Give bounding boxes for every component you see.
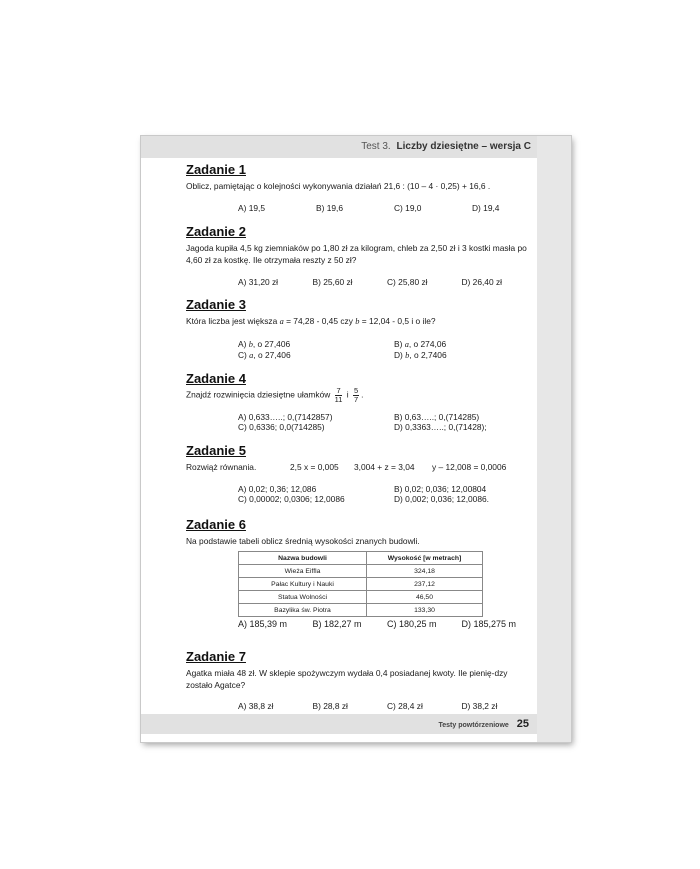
page-number: 25 bbox=[516, 718, 529, 730]
page-header bbox=[141, 136, 537, 158]
table-cell: Statua Wolności bbox=[239, 591, 367, 604]
answer-options bbox=[238, 412, 536, 432]
task-title: Zadanie 7 bbox=[186, 649, 246, 664]
answer-d: D) 0,002; 0,036; 12,0086. bbox=[394, 494, 489, 504]
task-5 bbox=[186, 443, 536, 504]
answer-a: A) b, o 27,406 bbox=[238, 339, 291, 349]
task-title: Zadanie 6 bbox=[186, 517, 246, 532]
answer-d: D) b, o 2,7406 bbox=[394, 350, 447, 360]
answer-c: C) 28,4 zł bbox=[387, 701, 423, 711]
task-4 bbox=[186, 371, 536, 432]
page-sidebar bbox=[537, 136, 571, 742]
test-label: Test 3. bbox=[361, 141, 391, 152]
answer-c: C) a, o 27,406 bbox=[238, 350, 291, 360]
table-cell: 46,50 bbox=[367, 591, 483, 604]
answer-a: A) 38,8 zł bbox=[238, 701, 274, 711]
answer-c: C) 0,00002; 0,0306; 12,0086 bbox=[238, 494, 345, 504]
answer-d: D) 19,4 bbox=[472, 203, 500, 213]
task-text-part: = 12,04 - 0,5 i o ile? bbox=[359, 316, 436, 326]
table-cell: Pałac Kultury i Nauki bbox=[239, 578, 367, 591]
fraction-1: $\frac{7}{11}$ bbox=[334, 386, 343, 404]
column-header: Nazwa budowli bbox=[239, 552, 367, 565]
task-title: Zadanie 3 bbox=[186, 297, 246, 312]
answer-d: D) 185,275 m bbox=[461, 619, 517, 629]
task-text-part: . bbox=[361, 389, 364, 400]
task-text: Jagoda kupiła 4,5 kg ziemniaków po 1,80 zł za kilogram, chleb za 2,50 zł i 3 kostki masła po 4,60 zł za kostkę. Ile otrzymała reszty z 50 zł? bbox=[186, 243, 527, 265]
footer-text bbox=[439, 716, 529, 734]
answer-options bbox=[238, 203, 550, 213]
answer-b: B) 0,02; 0,036; 12,00804 bbox=[394, 484, 487, 494]
task-2 bbox=[186, 224, 536, 287]
task-text bbox=[186, 387, 536, 404]
table-header-row bbox=[239, 552, 483, 565]
fraction-2: $\frac{5}{7}$ bbox=[353, 386, 359, 404]
answer-d: D) 0,3363…..; 0,(71428); bbox=[394, 422, 487, 432]
page-footer bbox=[141, 714, 537, 734]
answer-d: D) 38,2 zł bbox=[461, 701, 498, 711]
answer-a: A) 19,5 bbox=[238, 203, 266, 213]
table-cell: 237,12 bbox=[367, 578, 483, 591]
variable-b: b bbox=[355, 317, 360, 326]
variable-a: a bbox=[279, 317, 284, 326]
table-row bbox=[239, 591, 483, 604]
answer-a: A) 185,39 m bbox=[238, 619, 288, 629]
table-cell: Bazylika św. Piotra bbox=[239, 604, 367, 617]
table-row bbox=[239, 578, 483, 591]
task-text-part: = 74,28 - 0,45 czy bbox=[283, 316, 356, 326]
task-text-part: Która liczba jest większa bbox=[186, 316, 280, 326]
answer-b: B) a, o 274,06 bbox=[394, 339, 447, 349]
equation-1: 2,5 x = 0,005 bbox=[290, 462, 339, 472]
equation-2: 3,004 + z = 3,04 bbox=[354, 462, 415, 472]
task-text-part: i bbox=[346, 389, 349, 400]
answer-b: B) 19,6 bbox=[316, 203, 344, 213]
answer-c: C) 180,25 m bbox=[387, 619, 437, 629]
answer-options bbox=[238, 339, 536, 361]
task-title: Zadanie 5 bbox=[186, 443, 246, 458]
task-3 bbox=[186, 297, 536, 361]
answer-options bbox=[238, 619, 536, 629]
answer-a: A) 31,20 zł bbox=[238, 277, 279, 287]
task-text: Na podstawie tabeli oblicz średnią wysokości znanych budowli. bbox=[186, 536, 420, 546]
workbook-page bbox=[141, 136, 571, 742]
answer-b: B) 0,63…..; 0,(714285) bbox=[394, 412, 480, 422]
answer-c: C) 0,6336; 0,0(714285) bbox=[238, 422, 325, 432]
table-cell: 324,18 bbox=[367, 565, 483, 578]
task-6 bbox=[186, 517, 536, 629]
answer-options bbox=[238, 277, 536, 287]
page-title: Liczby dziesiętne – wersja C bbox=[396, 141, 531, 152]
task-text-part: Znajdź rozwinięcia dziesiętne ułamków bbox=[186, 389, 331, 400]
table-row bbox=[239, 604, 483, 617]
answer-b: B) 28,8 zł bbox=[312, 701, 348, 711]
answer-c: C) 19,0 bbox=[394, 203, 422, 213]
task-text: Oblicz, pamiętając o kolejności wykonywania działań 21,6 : (10 – 4 · 0,25) + 16,6 . bbox=[186, 181, 491, 191]
answer-options bbox=[238, 701, 536, 711]
answer-d: D) 26,40 zł bbox=[461, 277, 502, 287]
table-cell: 133,30 bbox=[367, 604, 483, 617]
task-title: Zadanie 1 bbox=[186, 162, 246, 177]
task-text bbox=[186, 315, 536, 328]
answer-a: A) 0,633…..; 0,(7142857) bbox=[238, 412, 333, 422]
task-text-part: Rozwiąż równania. bbox=[186, 462, 257, 472]
footer-label: Testy powtórzeniowe bbox=[438, 722, 509, 729]
table-row bbox=[239, 565, 483, 578]
task-text bbox=[186, 461, 536, 473]
column-header: Wysokość [w metrach] bbox=[367, 552, 483, 565]
table-cell: Wieża Eiffla bbox=[239, 565, 367, 578]
task-1 bbox=[186, 162, 550, 213]
task-title: Zadanie 2 bbox=[186, 224, 246, 239]
answer-b: B) 182,27 m bbox=[312, 619, 362, 629]
equation-3: y – 12,008 = 0,0006 bbox=[432, 462, 507, 472]
task-text: Agatka miała 48 zł. W sklepie spożywczym wydała 0,4 posiadanej kwoty. Ile pienię-dzy zostało Agatce? bbox=[186, 668, 508, 690]
answer-options bbox=[238, 484, 536, 504]
answer-b: B) 25,60 zł bbox=[312, 277, 353, 287]
task-7 bbox=[186, 649, 536, 711]
task-title: Zadanie 4 bbox=[186, 371, 246, 386]
answer-a: A) 0,02; 0,36; 12,086 bbox=[238, 484, 317, 494]
answer-c: C) 25,80 zł bbox=[387, 277, 428, 287]
buildings-table bbox=[238, 551, 483, 617]
